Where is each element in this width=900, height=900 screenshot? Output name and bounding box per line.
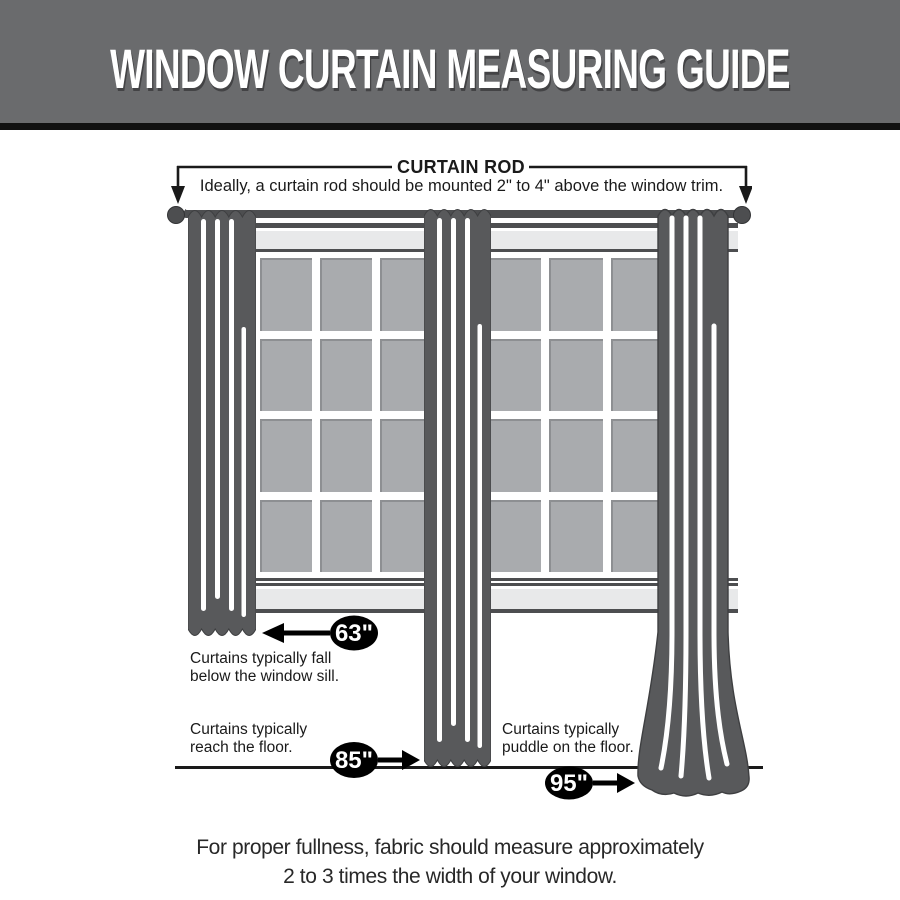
window-pane	[320, 500, 372, 573]
window-pane	[320, 419, 372, 492]
footer-line-2: 2 to 3 times the width of your window.	[283, 865, 617, 888]
window-pane	[549, 419, 603, 492]
window-pane	[487, 500, 541, 573]
caption-line: Curtains typically fall	[190, 650, 332, 667]
measurement-caption-95	[502, 721, 634, 757]
curtain-puddle-length	[634, 202, 752, 802]
caption-line: puddle on the floor.	[502, 739, 634, 756]
window-pane	[260, 258, 312, 331]
measurement-caption-85	[190, 721, 307, 757]
arrow-right-icon	[402, 750, 420, 770]
footer-note	[0, 833, 900, 891]
window-pane	[260, 339, 312, 412]
measurement-value: 63"	[334, 620, 374, 647]
measurement-caption-63	[190, 650, 339, 686]
window-pane	[487, 258, 541, 331]
window-pane	[487, 419, 541, 492]
window-pane	[320, 339, 372, 412]
arrow-left-icon	[262, 623, 284, 643]
footer-line-1: For proper fullness, fabric should measure approximately	[196, 836, 704, 859]
page-title: WINDOW CURTAIN MEASURING GUIDE	[110, 37, 790, 100]
window-pane	[549, 500, 603, 573]
window-pane	[260, 500, 312, 573]
curtain-rod-label: CURTAIN ROD	[397, 157, 525, 177]
caption-line: Curtains typically	[502, 721, 620, 738]
header-banner	[0, 0, 900, 130]
caption-line: reach the floor.	[190, 739, 293, 756]
measurement-badge-85	[325, 737, 435, 783]
rod-description: Ideally, a curtain rod should be mounted 2" to 4" above the window trim.	[199, 177, 724, 195]
caption-line: below the window sill.	[190, 668, 340, 685]
caption-line: Curtains typically	[190, 721, 308, 738]
window-pane	[320, 258, 372, 331]
measurement-value: 95"	[549, 770, 589, 797]
measurement-value: 85"	[334, 747, 374, 774]
curtain-floor-length	[424, 202, 491, 776]
window-pane	[260, 419, 312, 492]
arrow-right-icon	[617, 773, 635, 793]
window-pane	[549, 339, 603, 412]
window-pane	[487, 339, 541, 412]
window-pane	[549, 258, 603, 331]
curtain-sill-length	[188, 203, 256, 647]
measurement-badge-95	[540, 760, 650, 806]
